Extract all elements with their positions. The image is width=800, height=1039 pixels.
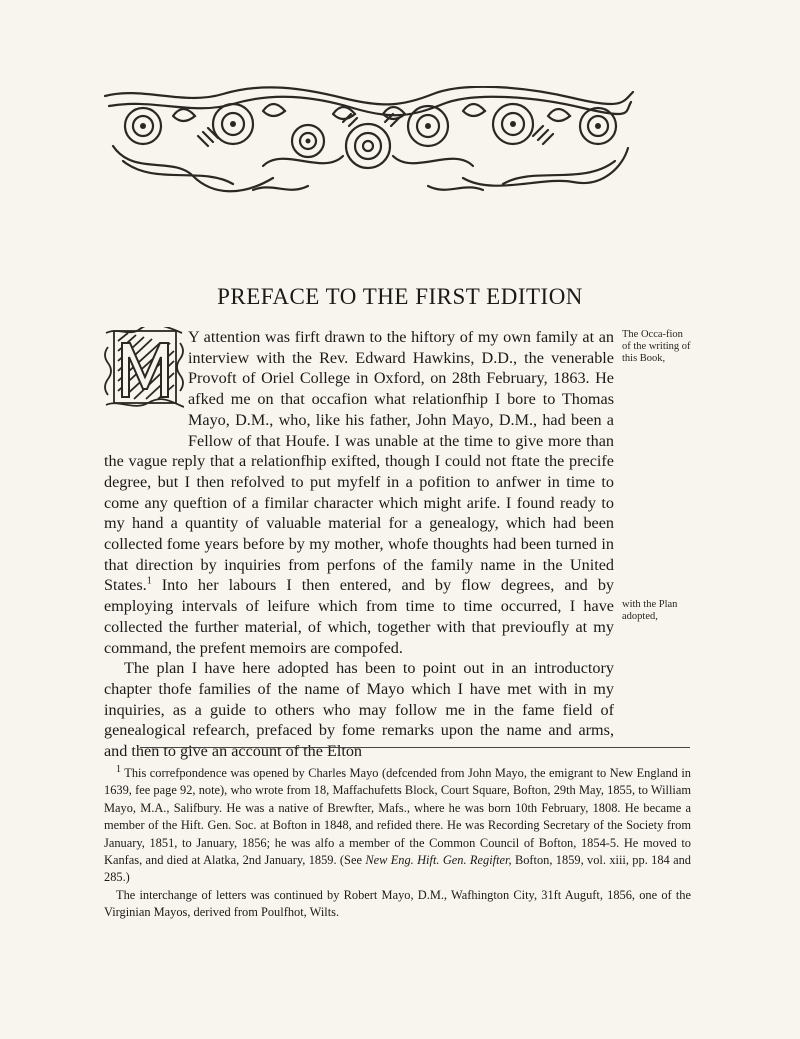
- paragraph-1: [104, 327, 614, 658]
- ornamental-headpiece-icon: [103, 86, 635, 198]
- footnote: [104, 765, 691, 922]
- footnote-divider: [140, 747, 690, 748]
- paragraph-1-text: interview with the Rev. Edward Hawkins, D.D., the venerable Provoft of Oriel College in Oxford, on 28th February, 1863. He afked me on that occafion what relationfhip I bore to Thomas Mayo, D.M., who, like his father, John Mayo, D.M., had been a Fellow of that Houfe. I was unable at the time to give more than the vague reply that a relationfhip exifted, though I could not ftate the precife degree, but I then refolved to put myfelf in a pofition to anfwer in time to come any queftion of a fimilar character which might arife. I found ready to my hand a quantity of valuable material for a genealogy, which had been collected fome years before by my mother, whofe thoughts had been turned in that direction by inquiries from perfons of the family name in the United States.: [104, 348, 614, 595]
- footnote-marker[interactable]: 1: [146, 576, 152, 588]
- initial-spacer: [104, 327, 188, 431]
- side-note-plan: with the Plan adopted,: [622, 599, 678, 622]
- paragraph-2-text: The plan I have here adopted has been to point out in an introductory chapter thofe families of the name of Mayo which I have met with in my inquiries, as a guide to others who may follow me in the fame field of genealogical refearch, prefaced by fome remarks upon the name and arms, and then to give an account of the Elton: [104, 659, 614, 761]
- page-title: PREFACE TO THE FIRST EDITION: [217, 284, 583, 309]
- first-line-text: Y attention was firft drawn to the hiftory of my own family at an: [188, 328, 614, 346]
- side-note-occasion: The Occa-fion of the writing of this Book,: [622, 329, 691, 364]
- preface-body: [104, 327, 614, 762]
- footnote-text-1: This correfpondence was opened by Charles Mayo (defcended from John Mayo, the emigrant to New England in 1639, fee page 92, note), who wrote from 18, Maffachufetts Block, Court Square, Bofton, 29th May, 1855, to William Mayo, M.A., Salifbury. He was a native of Brewfter, Mafs., where he was born 10th February, 1808. He became a member of the Hift. Gen. Soc. at Bofton in 1848, and refided there. He was Recording Secretary of the Society from January, 1851, to January, 1856; he was alfo a member of the Common Council of Bofton, 1854-5. He moved to Kanfas, and died at Alatka, 2nd January, 1859. (See: [104, 766, 691, 868]
- footnote-paragraph-1: [104, 765, 691, 887]
- footnote-citation: New Eng. Hift. Gen. Regifter,: [365, 853, 512, 868]
- footnote-text-2: Bofton, 1859, vol. xiii, pp. 184 and 285.): [104, 853, 691, 885]
- footnote-paragraph-2: The interchange of letters was continued by Robert Mayo, D.M., Wafhington City, 31ft Auguft, 1856, one of the Virginian Mayos, derived from Poulfhot, Wilts.: [104, 887, 691, 920]
- paragraph-1-tail: Into her labours I then entered, and by flow degrees, and by employing intervals of leifure which from time to time occurred, I have collected the further material, of which, together with that previoufly at my command, the prefent memoirs are compofed.: [104, 576, 615, 657]
- footnote-number: 1: [116, 763, 121, 775]
